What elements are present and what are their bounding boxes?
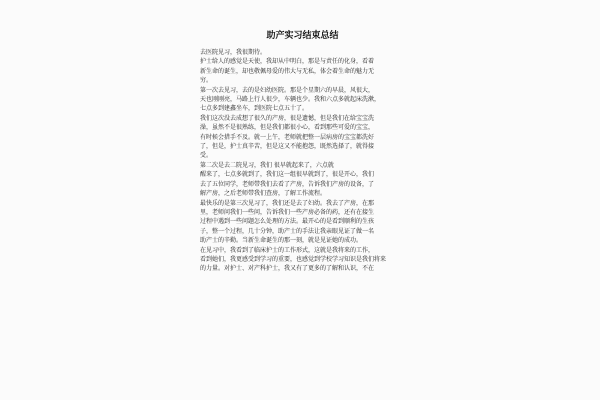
- document-line: 澡，虽然不是很熟练，但是我们都很小心，看到那些可爱的宝宝，: [200, 124, 375, 132]
- document-line: 的力量。对护士、对产科护士，我又有了更多的了解和认识，不在: [200, 265, 375, 273]
- document-line: 过程中遇到一些问题怎么处理的方法。最开心的是看到顺利的生孩: [200, 218, 375, 226]
- document-line: 七点多到建鑫坐车，到医院七点五十了。: [200, 105, 309, 113]
- document-line: 穷。: [200, 77, 213, 85]
- document-line: 最快乐的是第三次见习了，我们还是去了妇幼。我去了产房，在那: [200, 199, 375, 207]
- document-line: 新生命的诞生，却也敬佩母爱的伟大与无私，体会着生命的魅力无: [200, 67, 375, 75]
- document-line: 解产房，之后老师带我们查房，了解工作流程。: [200, 190, 327, 198]
- document-line: 天也刚刚亮，马路上行人很少，车辆也少。我和六点多就起床洗漱，: [200, 96, 381, 104]
- document-line: 里，老师问我们一些问，告诉我们一些产房必备的药，还有在接生: [200, 208, 375, 216]
- document-line: 受。: [200, 152, 213, 160]
- document-line: 有时候会措手不及。就一上午，老师就把整一层病房的宝宝都洗好: [200, 133, 375, 141]
- document-line: 去医院见习，我很期待。: [200, 49, 267, 56]
- document-body: [200, 48, 405, 274]
- document-title: 助产实习结束总结: [266, 31, 339, 41]
- document-line: 去了五位同学，老师带我们去看了产房，告诉我们产房的设备，了: [200, 180, 375, 188]
- document-line: 了，但是，护士真辛苦，但是这又不能抱怨，既然选择了，就得接: [200, 143, 375, 151]
- document-line: 看到她们，我更感受到学习的重要，也感觉到学校学习知识是我们将来: [200, 255, 387, 263]
- document-line: 第一次去见习，去的是妇幼医院。那是个星期六的早晨，风很大，: [200, 86, 375, 94]
- document-line: 第二次是去二院见习，我们 很早就起来了，六点就: [200, 161, 334, 169]
- document-line: 我们这次没去成想了很久的产房，很是遗憾，但是我们在给宝宝洗: [200, 114, 375, 122]
- document-line: 醒来了，七点多就到了，我们这一组很早就到了，很是开心，我们: [200, 171, 375, 179]
- document-line: 助产士的辛勤。当新生命诞生的那一刻，就是见证她的成功。: [200, 237, 363, 245]
- document-line: 子，整一个过程，几十分钟，助产士的手法让我亲眼见证了做一名: [200, 227, 375, 235]
- document-line: 在见习中，我看到了临床护士的工作形式，这就是我将来的工作，: [200, 246, 375, 254]
- document-line: 护士给人的感觉是天使，我却从中明白，那是与责任的化身，看着: [200, 58, 375, 66]
- document-content: [200, 30, 405, 274]
